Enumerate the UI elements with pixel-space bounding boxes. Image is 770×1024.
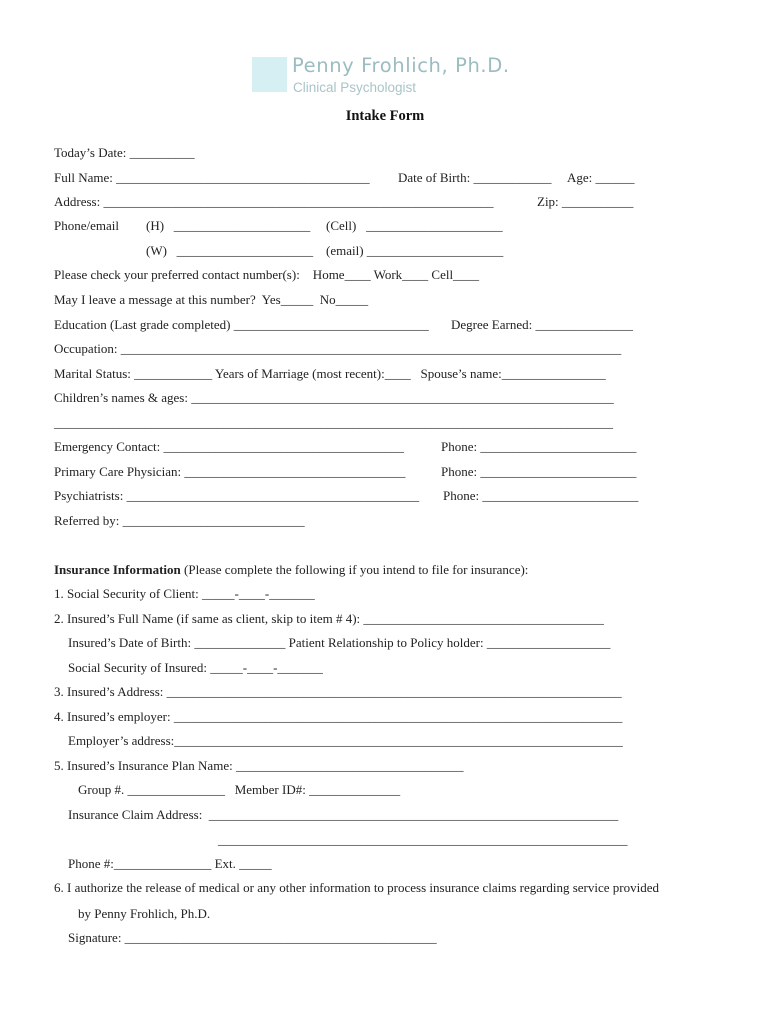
marital-status-field[interactable]: Marital Status: ____________ Years of Marriage (most recent):____ Spouse’s name:________________ (54, 366, 606, 381)
education-field[interactable]: Education (Last grade completed) ______________________________ (54, 317, 429, 332)
plan-name-field[interactable]: 5. Insured’s Insurance Plan Name: ___________________________________ (54, 758, 464, 773)
authorization-text-cont: by Penny Frohlich, Ph.D. (78, 906, 211, 921)
insured-address-field[interactable]: 3. Insured’s Address: ______________________________________________________________________ (54, 684, 622, 699)
insurance-heading-text: Insurance Information (54, 562, 181, 577)
dob-field[interactable]: Date of Birth: ____________ (398, 170, 552, 185)
psychiatrists-field[interactable]: Psychiatrists: _____________________________________________ (54, 488, 420, 503)
age-field[interactable]: Age: ______ (567, 170, 635, 185)
occupation-field[interactable]: Occupation: _____________________________________________________________________________ (54, 341, 622, 356)
full-name-field[interactable]: Full Name: _______________________________________ (54, 170, 370, 185)
group-member-field[interactable]: Group #. _______________ Member ID#: ______________ (78, 782, 401, 797)
insured-ss-field[interactable]: Social Security of Insured: _____-____-_______ (68, 660, 323, 675)
phone-email-label: Phone/email (54, 218, 119, 233)
emergency-contact-field[interactable]: Emergency Contact: _____________________________________ (54, 439, 405, 454)
primary-care-phone-field[interactable]: Phone: ________________________ (441, 464, 637, 479)
logo-square (252, 57, 287, 92)
primary-care-field[interactable]: Primary Care Physician: __________________________________ (54, 464, 406, 479)
signature-field[interactable]: Signature: ________________________________________________ (68, 930, 437, 945)
leave-message-field[interactable]: May I leave a message at this number? Yes_____ No_____ (54, 292, 369, 307)
claim-address-field[interactable]: Insurance Claim Address: _______________________________________________________________ (68, 807, 619, 822)
authorization-text: 6. I authorize the release of medical or any other information to process insurance claims regarding service provided (54, 880, 659, 895)
insured-employer-field[interactable]: 4. Insured’s employer: _____________________________________________________________________ (54, 709, 623, 724)
employer-address-field[interactable]: Employer’s address:_____________________________________________________________________ (68, 733, 623, 748)
phone-home-field[interactable]: (H) _____________________ (146, 218, 311, 233)
practitioner-name: Penny Frohlich, Ph.D. (292, 54, 510, 77)
preferred-contact-field[interactable]: Please check your preferred contact number(s): Home____ Work____ Cell____ (54, 267, 480, 282)
email-field[interactable]: (email) _____________________ (326, 243, 504, 258)
zip-field[interactable]: Zip: ___________ (537, 194, 634, 209)
children-field-line2[interactable]: ______________________________________________________________________________________ (54, 415, 613, 430)
todays-date-field[interactable]: Today’s Date: __________ (54, 145, 195, 160)
phone-cell-field[interactable]: (Cell) _____________________ (326, 218, 503, 233)
insured-name-field[interactable]: 2. Insured’s Full Name (if same as client, skip to item # 4): _____________________________________ (54, 611, 604, 626)
phone-work-field[interactable]: (W) _____________________ (146, 243, 314, 258)
degree-field[interactable]: Degree Earned: _______________ (451, 317, 633, 332)
referred-by-field[interactable]: Referred by: ____________________________ (54, 513, 305, 528)
client-ss-field[interactable]: 1. Social Security of Client: _____-____-_______ (54, 586, 315, 601)
children-field[interactable]: Children’s names & ages: _________________________________________________________________ (54, 390, 614, 405)
insurance-heading-note: (Please complete the following if you intend to file for insurance): (180, 562, 529, 577)
psychiatrists-phone-field[interactable]: Phone: ________________________ (443, 488, 639, 503)
emergency-phone-field[interactable]: Phone: ________________________ (441, 439, 637, 454)
form-title: Intake Form (345, 108, 425, 124)
insurance-heading (54, 562, 528, 578)
address-field[interactable]: Address: ____________________________________________________________ (54, 194, 494, 209)
practitioner-title: Clinical Psychologist (293, 80, 417, 95)
insured-dob-field[interactable]: Insured’s Date of Birth: ______________ Patient Relationship to Policy holder: ___________________ (68, 635, 611, 650)
claim-address-field-line2[interactable]: _______________________________________________________________ (218, 832, 628, 847)
insurance-phone-field[interactable]: Phone #:_______________ Ext. _____ (68, 856, 272, 871)
